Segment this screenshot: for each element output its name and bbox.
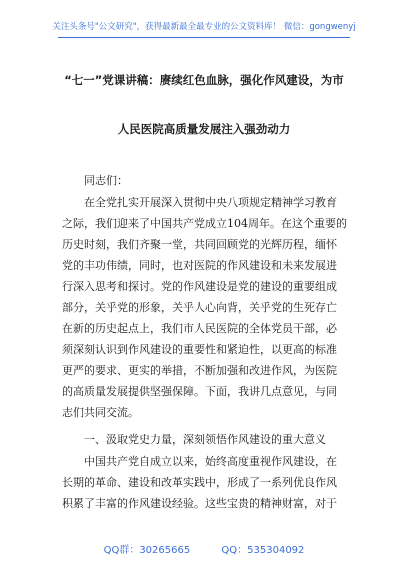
paragraph-line: 在全党扎实开展深入贯彻中央八项规定精神学习教育 bbox=[84, 196, 337, 209]
paragraph-line: 更严的要求、更实的举措，不断加强和改进作风，为医院 bbox=[62, 364, 337, 377]
paragraph-line: 历史时刻，我们齐聚一堂，共同回顾党的光辉历程，缅怀 bbox=[62, 238, 337, 251]
section-1-heading bbox=[62, 429, 348, 450]
paragraph-line: 的高质量发展提供坚强保障。下面，我讲几点意见，与同 bbox=[62, 385, 337, 398]
paragraph-line: 长期的革命、建设和改革实践中，形成了一系列优良作风 bbox=[62, 476, 337, 489]
document-title-line-2: 人民医院高质量发展注入强劲动力 bbox=[117, 122, 291, 136]
paragraph-line: 部分，关乎党的形象，关乎人心向背，关乎党的生死存亡 bbox=[62, 301, 337, 314]
footer bbox=[0, 541, 408, 556]
footer-qq-group: QQ群：30265665 bbox=[103, 545, 191, 556]
paragraph-line: 志们共同交流。 bbox=[62, 406, 139, 419]
paragraph-line: 之际，我们迎来了中国共产党成立104周年。在这个重要的 bbox=[62, 217, 347, 230]
paragraph-line: 党的丰功伟绩，同时，也对医院的作风建设和未来发展进 bbox=[62, 259, 337, 272]
paragraph-line: 在新的历史起点上，我们市人民医院的全体党员干部，必 bbox=[62, 322, 337, 335]
paragraph-line: 行深入思考和探讨。党的作风建设是党的建设的重要组成 bbox=[62, 280, 337, 293]
header-rule bbox=[58, 37, 350, 38]
section-heading-text: 一、汲取党史力量，深刻领悟作风建设的重大意义 bbox=[84, 433, 326, 446]
paragraph-line: 须深刻认识到作风建设的重要性和紧迫性，以更高的标准 bbox=[62, 343, 337, 356]
paragraph-line: 积累了丰富的作风建设经验。这些宝贵的精神财富，对于 bbox=[62, 497, 337, 510]
paragraph-1 bbox=[62, 192, 348, 423]
footer-qq: QQ：535304092 bbox=[221, 545, 305, 556]
header-note: 关注头条号"公文研究"，获得最新最全最专业的公文资料库！ 微信：gongwenyj bbox=[52, 22, 356, 32]
salutation-text: 同志们： bbox=[84, 174, 128, 187]
paragraph-line: 中国共产党自成立以来，始终高度重视作风建设，在 bbox=[84, 455, 337, 468]
document-title-line-1: “七一”党课讲稿：赓续红色血脉，强化作风建设，为市 bbox=[64, 73, 344, 87]
paragraph-2 bbox=[62, 451, 348, 514]
salutation bbox=[62, 170, 348, 191]
